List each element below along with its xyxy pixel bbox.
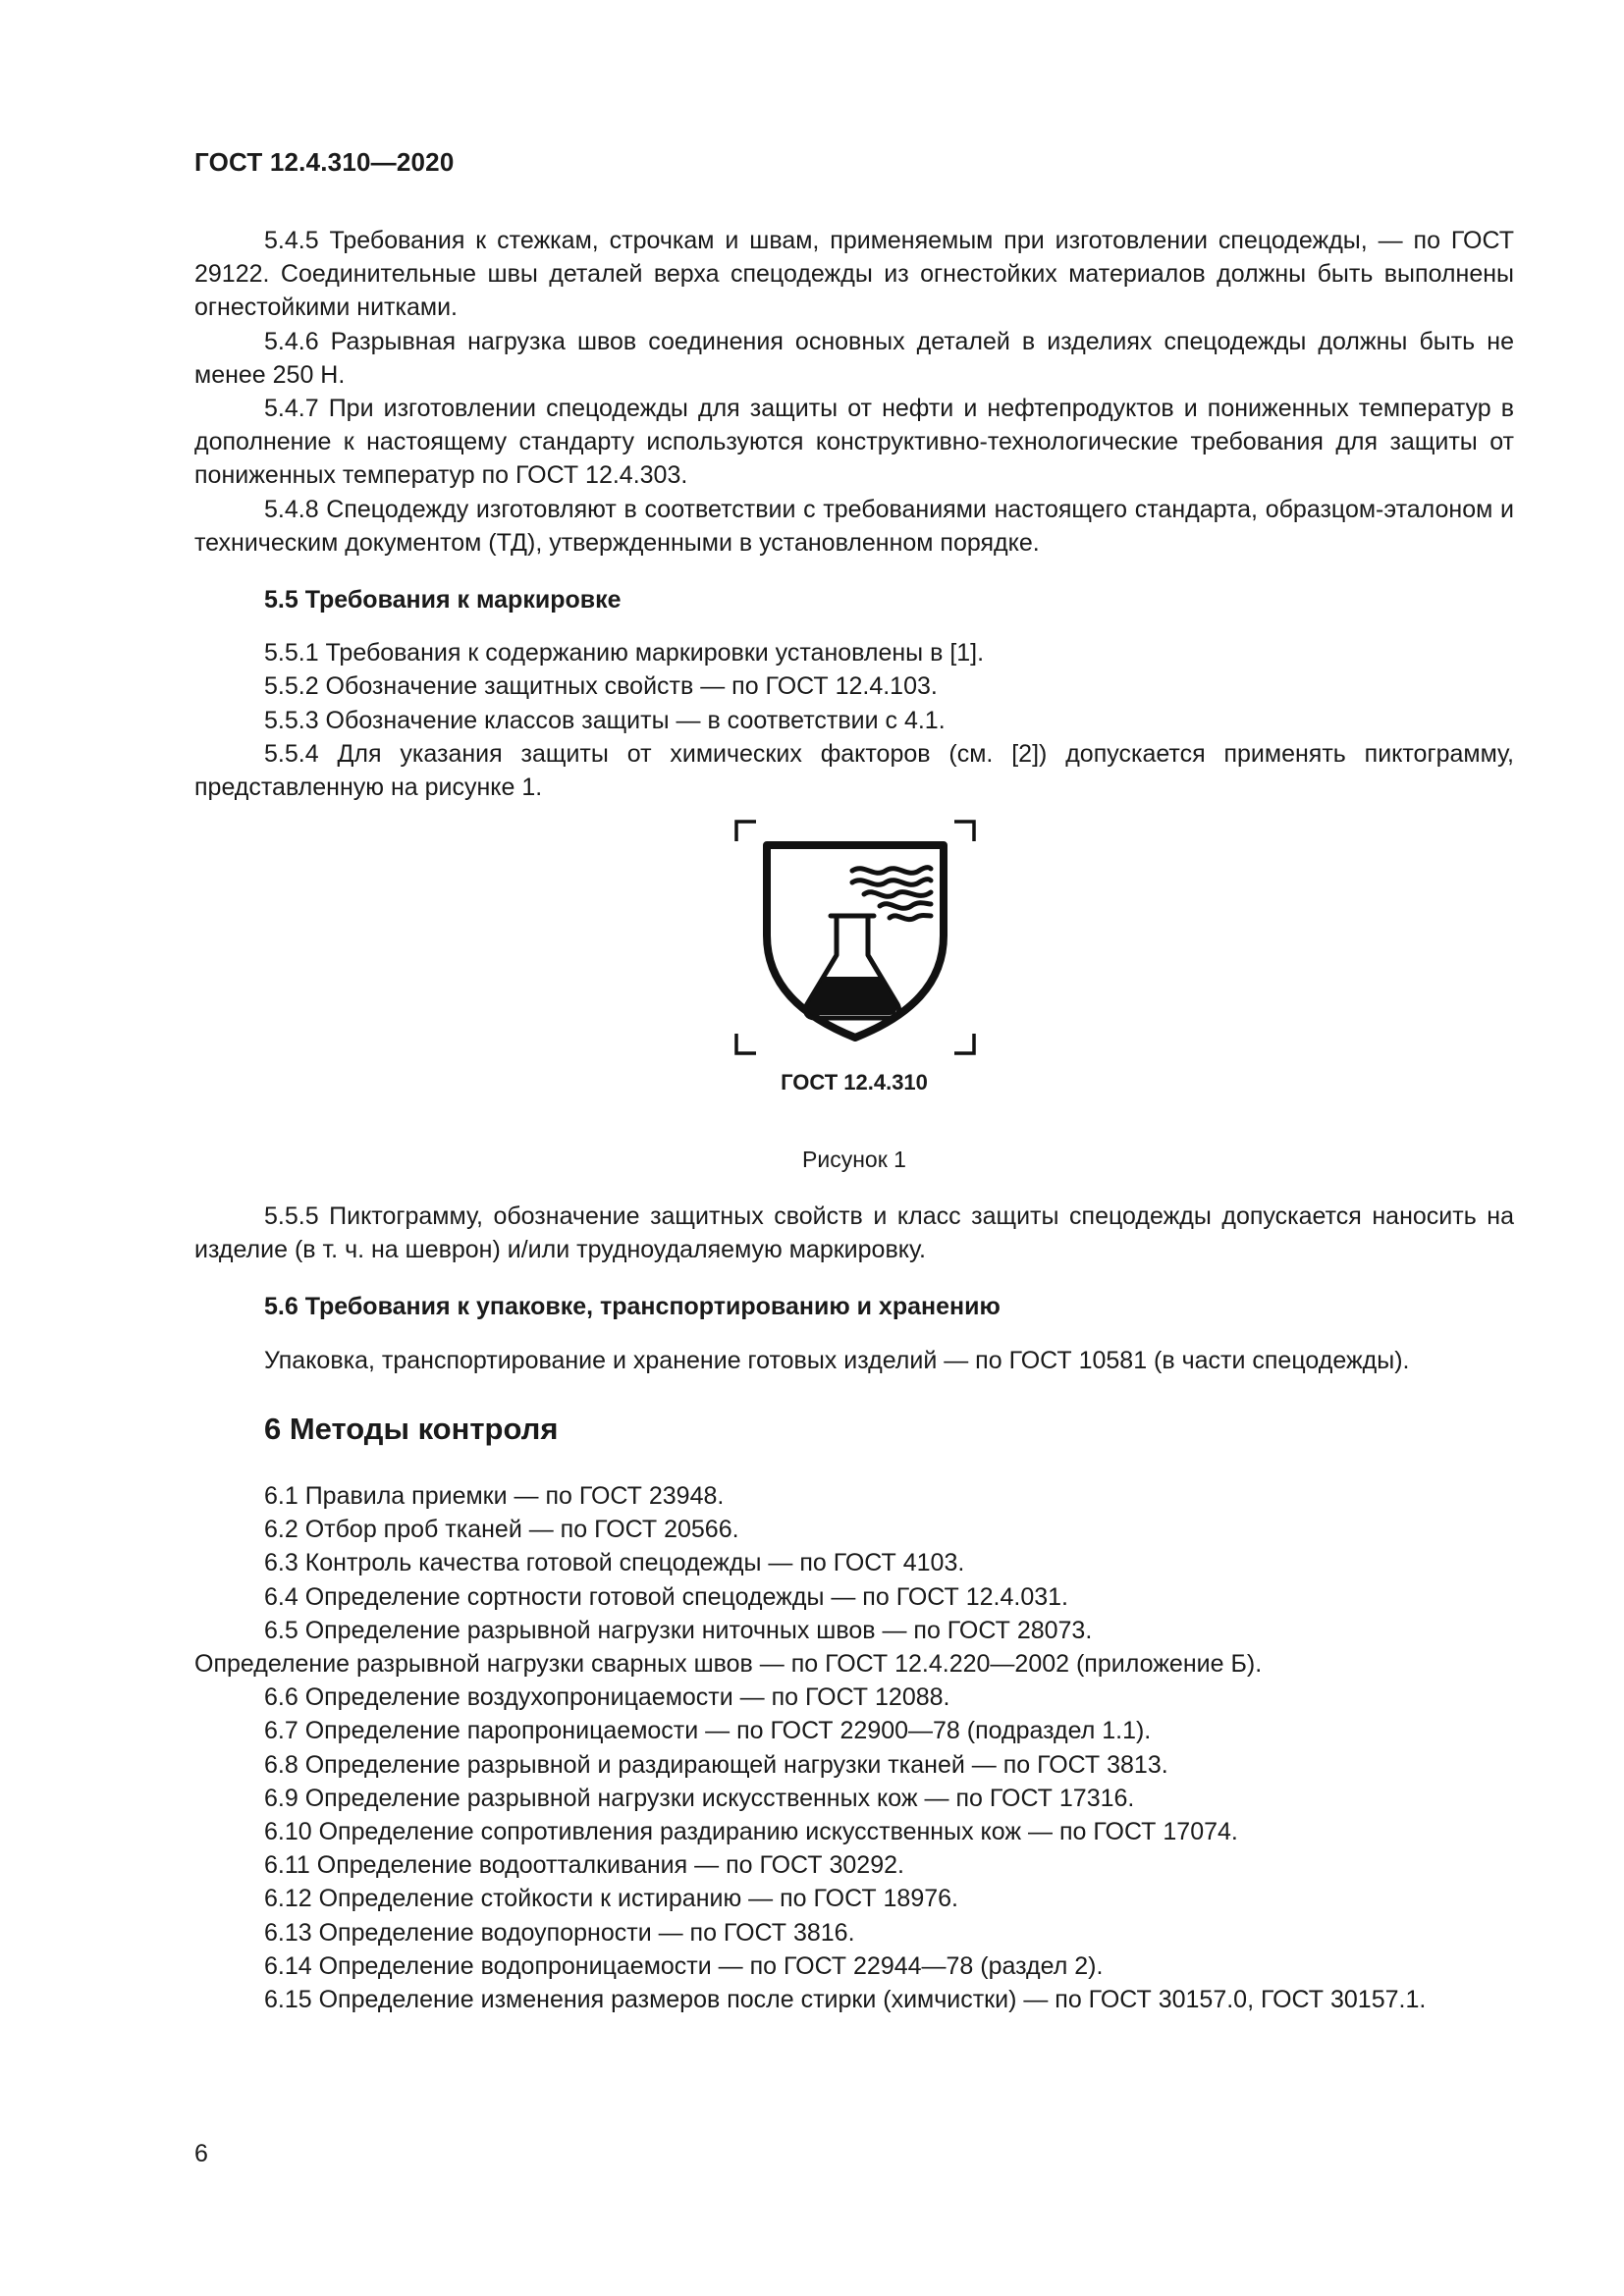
paragraph-5-5-4: 5.5.4 Для указания защиты от химических факторов (см. [2]) допускается применять пиктограмму, представленную на рисунке 1. [194, 739, 1514, 802]
item-6-5: 6.5 Определение разрывной нагрузки ниточных швов — по ГОСТ 28073. [264, 1616, 1093, 1644]
item-6-12: 6.12 Определение стойкости к истиранию — по ГОСТ 18976. [264, 1885, 958, 1913]
heading-5-5: 5.5 Требования к маркировке [264, 586, 622, 614]
paragraph-5-5-2: 5.5.2 Обозначение защитных свойств — по ГОСТ 12.4.103. [264, 672, 938, 701]
figure-caption: Рисунок 1 [802, 1147, 906, 1172]
paragraph-5-5-1: 5.5.1 Требования к содержанию маркировки установлены в [1]. [264, 639, 985, 667]
heading-6: 6 Методы контроля [264, 1411, 559, 1446]
fumes-lines [852, 868, 931, 920]
heading-5-6: 5.6 Требования к упаковке, транспортированию и хранению [264, 1293, 1001, 1321]
text-block-lower [194, 1200, 1514, 2016]
page-number: 6 [194, 2140, 208, 2167]
figure-code: ГОСТ 12.4.310 [781, 1070, 928, 1095]
paragraph-5-5-3: 5.5.3 Обозначение классов защиты — в соответствии с 4.1. [264, 706, 946, 734]
paragraph-5-4-5: 5.4.5 Требования к стежкам, строчкам и швам, применяемым при изготовлении спецодежды, — по ГОСТ 29122. Соединительные швы деталей верха спецодежды из огнестойких материалов должны быть выполнены огнестойкими нитками. [194, 227, 1514, 322]
item-6-8: 6.8 Определение разрывной и раздирающей нагрузки тканей — по ГОСТ 3813. [264, 1750, 1168, 1779]
paragraph-5-4-7: 5.4.7 При изготовлении спецодежды для защиты от нефти и нефтепродуктов и пониженных температур в дополнение к настоящему стандарту используются конструктивно-технологические требования для защиты от пониженных температур по ГОСТ 12.4.303. [194, 395, 1514, 490]
line-welded-seams: Определение разрывной нагрузки сварных швов — по ГОСТ 12.4.220—2002 (приложение Б). [194, 1650, 1263, 1679]
item-6-1: 6.1 Правила приемки — по ГОСТ 23948. [264, 1482, 725, 1511]
item-6-14: 6.14 Определение водопроницаемости — по ГОСТ 22944—78 (раздел 2). [264, 1951, 1104, 1980]
item-6-13: 6.13 Определение водоупорности — по ГОСТ 3816. [264, 1918, 855, 1947]
item-6-4: 6.4 Определение сортности готовой спецодежды — по ГОСТ 12.4.031. [264, 1582, 1068, 1611]
item-6-9: 6.9 Определение разрывной нагрузки искусственных кож — по ГОСТ 17316. [264, 1784, 1135, 1812]
paragraph-5-4-8: 5.4.8 Спецодежду изготовляют в соответствии с требованиями настоящего стандарта, образцом-эталоном и техническим документом (ТД), утвержденными в установленном порядке. [194, 495, 1514, 557]
item-6-15: 6.15 Определение изменения размеров после стирки (химчистки) — по ГОСТ 30157.0, ГОСТ 30157.1. [264, 1986, 1427, 2014]
item-6-3: 6.3 Контроль качества готовой спецодежды — по ГОСТ 4103. [264, 1549, 965, 1577]
item-6-10: 6.10 Определение сопротивления раздиранию искусственных кож — по ГОСТ 17074. [264, 1818, 1238, 1846]
flask-liquid [808, 977, 896, 1015]
chemical-protection-shield-icon [734, 820, 976, 1055]
item-6-6: 6.6 Определение воздухопроницаемости — по ГОСТ 12088. [264, 1683, 950, 1712]
running-header: ГОСТ 12.4.310—2020 [194, 147, 455, 177]
item-6-11: 6.11 Определение водоотталкивания — по ГОСТ 30292. [264, 1851, 904, 1880]
paragraph-5-6: Упаковка, транспортирование и хранение готовых изделий — по ГОСТ 10581 (в части спецодежды). [264, 1346, 1410, 1374]
paragraph-5-5-5: 5.5.5 Пиктограмму, обозначение защитных свойств и класс защиты спецодежды допускается наносить на изделие (в т. ч. на шеврон) и/или трудноудаляемую маркировку. [194, 1202, 1514, 1264]
paragraph-5-4-6: 5.4.6 Разрывная нагрузка швов соединения основных деталей в изделиях спецодежды должны быть не менее 250 Н. [194, 327, 1514, 389]
item-6-7: 6.7 Определение паропроницаемости — по ГОСТ 22900—78 (подраздел 1.1). [264, 1717, 1152, 1745]
text-block-upper [194, 224, 1514, 804]
item-6-2: 6.2 Отбор проб тканей — по ГОСТ 20566. [264, 1516, 739, 1544]
